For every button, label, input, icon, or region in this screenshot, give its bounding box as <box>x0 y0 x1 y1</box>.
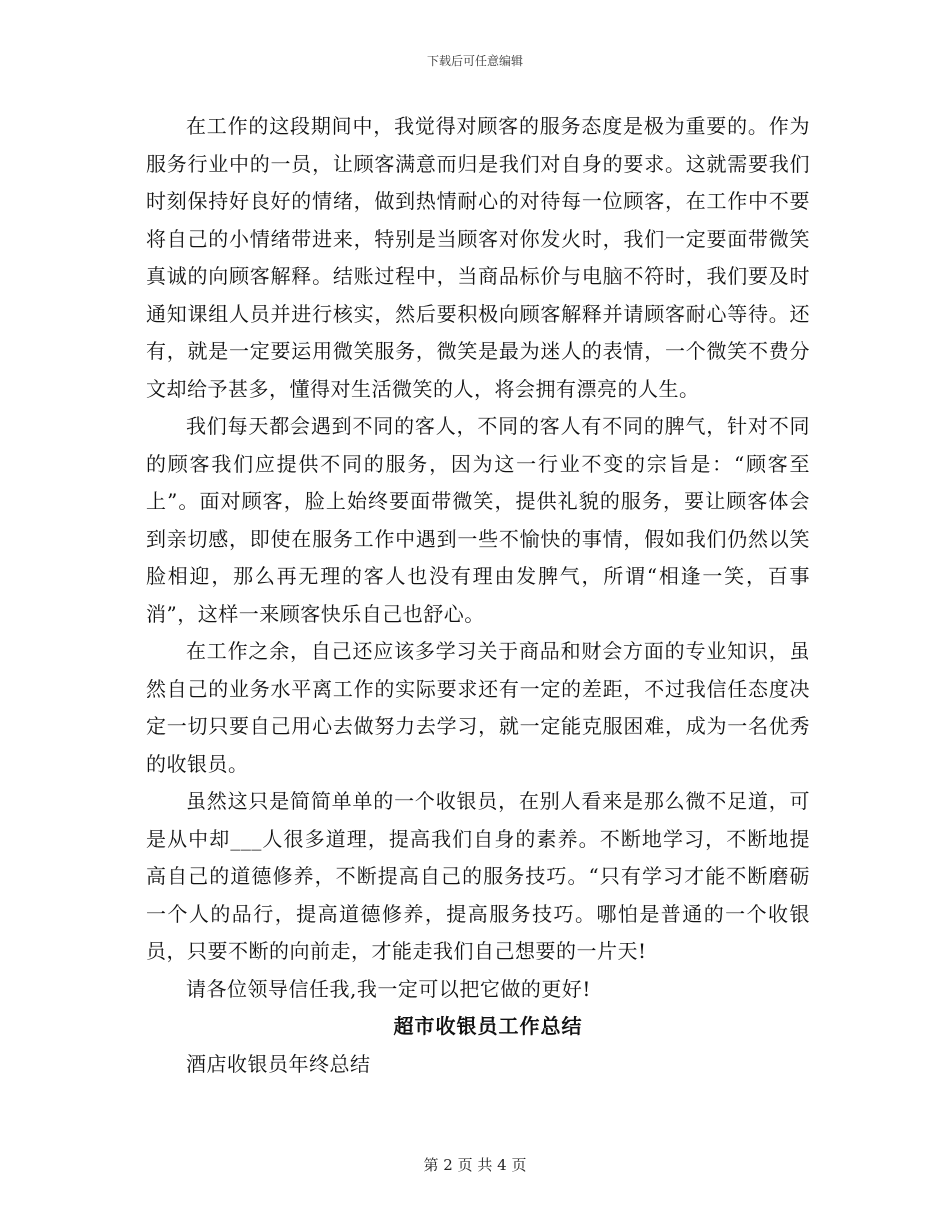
paragraph-service-attitude: 在工作的这段期间中，我觉得对顾客的服务态度是极为重要的。作为服务行业中的一员，让顾客满意而归是我们对自身的要求。这就需要我们时刻保持好良好的情绪，做到热情耐心的对待每一位顾客，在工作中不要将自己的小情绪带进来，特别是当顾客对你发火时，我们一定要面带微笑真诚的向顾客解释。结账过程中，当商品标价与电脑不符时，我们要及时通知课组人员并进行核实，然后要积极向顾客解释并请顾客耐心等待。还有，就是一定要运用微笑服务，微笑是最为迷人的表情，一个微笑不费分文却给予甚多，懂得对生活微笑的人，将会拥有漂亮的人生。 <box>146 114 810 401</box>
sub-title: 酒店收银员年终总结 <box>186 1051 371 1076</box>
section-title: 超市收银员工作总结 <box>393 1014 583 1038</box>
page-number: 第 2 页 共 4 页 <box>423 1156 527 1174</box>
paragraph-closing: 请各位领导信任我,我一定可以把它做的更好! <box>186 976 591 1001</box>
document-body <box>146 108 810 1083</box>
page-header-note: 下载后可任意编辑 <box>426 54 523 68</box>
paragraph-cashier-growth: 虽然这只是简简单单的一个收银员，在别人看来是那么微不足道，可是从中却___人很多道理，提高我们自身的素养。不断地学习，不断地提高自己的道德修养，不断提高自己的服务技巧。“只有学习才能不断磨砺一个人的品行，提高道德修养，提高服务技巧。哪怕是普通的一个收银员，只要不断的向前走，才能走我们自己想要的一片天! <box>146 789 810 963</box>
paragraph-different-customers: 我们每天都会遇到不同的客人，不同的客人有不同的脾气，针对不同的顾客我们应提供不同的服务，因为这一行业不变的宗旨是：“顾客至上”。面对顾客，脸上始终要面带微笑，提供礼貌的服务，要让顾客体会到亲切感，即使在服务工作中遇到一些不愉快的事情，假如我们仍然以笑脸相迎，那么再无理的客人也没有理由发脾气，所谓“相逢一笑，百事消”，这样一来顾客快乐自己也舒心。 <box>146 414 810 626</box>
paragraph-professional-study: 在工作之余，自己还应该多学习关于商品和财会方面的专业知识，虽然自己的业务水平离工作的实际要求还有一定的差距，不过我信任态度决定一切只要自己用心去做努力去学习，就一定能克服困难，成为一名优秀的收银员。 <box>146 639 810 776</box>
